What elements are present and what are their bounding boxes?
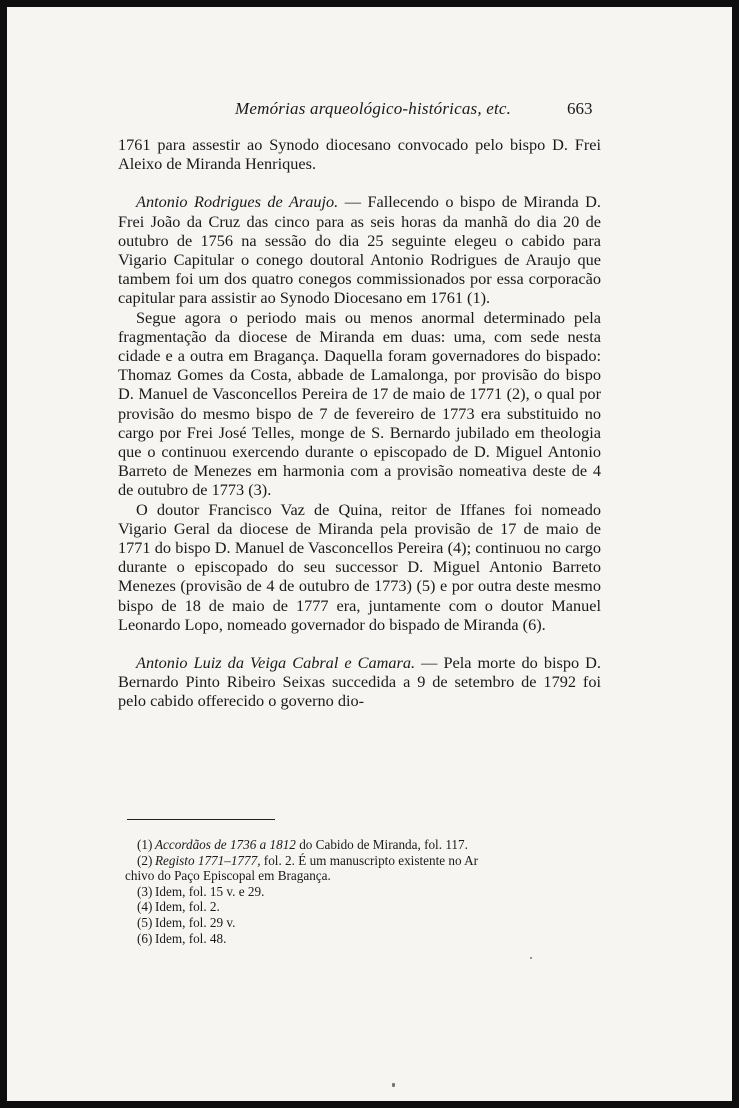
paragraph-1: 1761 para assestir ao Synodo diocesano convocado pelo bispo D. Frei Aleixo de Miranda Henriques. xyxy=(118,135,601,174)
page-header xyxy=(7,99,732,121)
footnote: (5) Idem, fol. 29 v. xyxy=(137,914,236,930)
paragraph-cabral xyxy=(118,653,601,711)
footnote: (1) Accordãos de 1736 a 1812 do Cabido de Miranda, fol. 117. xyxy=(137,837,468,852)
main-text xyxy=(118,135,601,711)
entry-name: Antonio Rodrigues de Araujo. xyxy=(136,192,339,212)
paragraph-4: O doutor Francisco Vaz de Quina, reitor de Iffanes foi nomeado Vigario Geral da diocese de Miranda pela provisão de 17 de maio de 1771 do bispo D. Manuel de Vasconcellos Pereira (4); continuou no cargo durante o episcopado do seu successor D. Miguel Antonio Barreto Menezes (provisão de 4 de outubro de 1773) (5) e por outra deste mesmo bispo de 18 de maio de 1777 era, juntamente com o doutor Manuel Leonardo Lopo, nomeado governador do bispado de Miranda (6). xyxy=(118,499,601,634)
entry-text: — Fallecendo o bispo de Miranda D. Frei João da Cruz das cinco para as seis horas da manhã do dia 20 de outubro de 1756 na sessão do dia 25 seguinte elegeu o cabido para Vigario Capitular o conego doutoral Antonio Rodrigues de Araujo que tambem foi um dos quatro conegos commissionados por essa corporacão capitular para assistir ao Synodo Diocesano em 1761 (1). xyxy=(118,192,601,308)
running-title: Memórias arqueológico-históricas, etc. xyxy=(235,99,512,118)
paragraph-araujo xyxy=(118,192,601,307)
entry-text: — Pela morte do bispo D. Bernardo Pinto Ribeiro Seixas succedida a 9 de setembro de 1792 foi pelo cabido offerecido o governo dio- xyxy=(118,653,601,711)
footnote-continuation: chivo do Paço Episcopal em Bragança. xyxy=(125,868,331,884)
footnote-divider xyxy=(127,819,275,820)
footnote: (2) Registo 1771–1777, fol. 2. É um manuscripto existente no Ar xyxy=(137,852,479,868)
paragraph-3: Segue agora o periodo mais ou menos anormal determinado pela fragmentação da diocese de Miranda em duas: uma, com sede nesta cidade e a outra em Bragança. Daquella foram governadores do bispado: Thomaz Gomes da Costa, abbade de Lamalonga, por provisão do bispo D. Manuel de Vasconcellos Pereira de 17 de maio de 1771 (2), o qual por provisão do mesmo bispo de 7 de fevereiro de 1773 era substituido no cargo por Frei José Telles, monge de S. Bernardo jubilado em theologia que o continuou exercendo durante o episcopado de D. Miguel Antonio Barreto de Menezes em harmonia com a provisão nomeativa deste de 4 de outubro de 1773 (3). xyxy=(118,307,601,500)
footnotes xyxy=(125,837,597,946)
entry-name: Antonio Luiz da Veiga Cabral e Camara. xyxy=(136,653,416,673)
paper-speck xyxy=(530,957,532,959)
paper-speck xyxy=(392,1083,395,1087)
footnote: (3) Idem, fol. 15 v. e 29. xyxy=(137,883,265,899)
footnote: (4) Idem, fol. 2. xyxy=(137,899,220,915)
page-number: 663 xyxy=(567,99,593,118)
scanned-page xyxy=(7,7,732,1101)
footnote: (6) Idem, fol. 48. xyxy=(137,930,227,946)
